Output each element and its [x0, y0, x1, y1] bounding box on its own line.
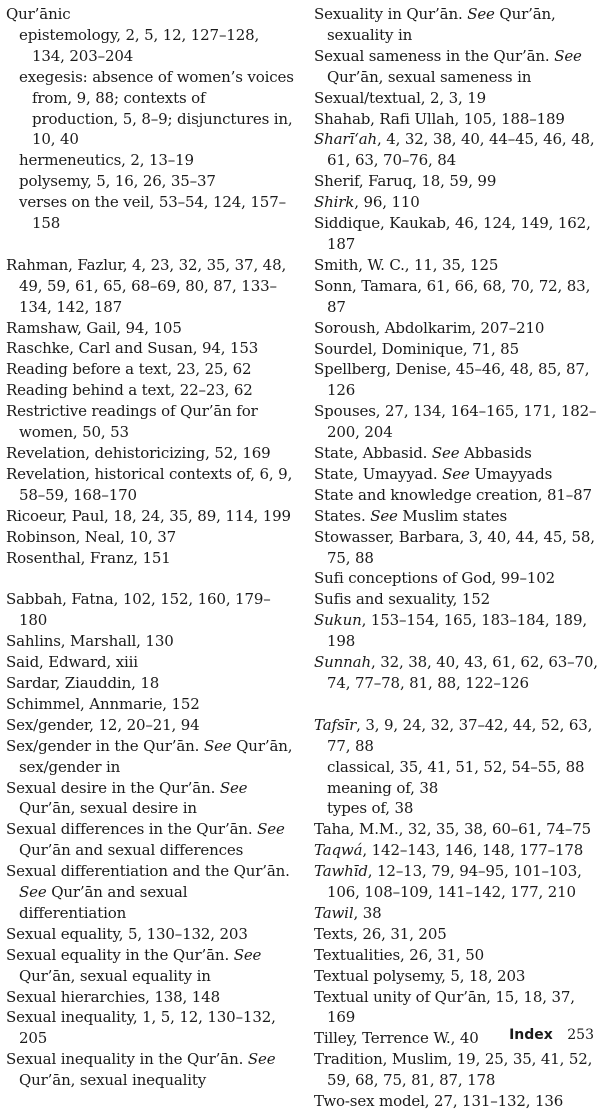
entry-text: Spouses, 27, 134, 164–165, 171, 182–200, 204: [314, 402, 597, 442]
index-entry: [6, 318, 296, 339]
index-entry: [314, 4, 598, 46]
index-entry: [6, 548, 296, 569]
entry-text: Rosenthal, Franz, 151: [6, 548, 171, 567]
entry-text: Said, Edward, xiii: [6, 653, 138, 672]
entry-text: Sexual differences in the Qur’ān.: [6, 820, 253, 839]
index-entry: [6, 1007, 296, 1049]
see-reference-target: Qur’ān, sexual sameness in: [327, 67, 532, 86]
index-entry: [314, 255, 598, 276]
entry-term: Tawil: [314, 903, 354, 922]
entry-text: Sexual desire in the Qur’ān.: [6, 778, 216, 797]
see-reference-target: Qur’ān, sexuality in: [327, 5, 556, 44]
index-subentry: [314, 778, 598, 799]
index-entry: [314, 443, 598, 464]
entry-text: Sufis and sexuality, 152: [314, 590, 491, 609]
entry-text: Stowasser, Barbara, 3, 40, 44, 45, 58, 75, 88: [314, 527, 595, 567]
index-entry: [314, 652, 598, 694]
index-entry: [314, 213, 598, 255]
page-number: 253: [567, 1027, 594, 1043]
section-gap: [314, 694, 598, 715]
entry-text: Revelation, dehistoricizing, 52, 169: [6, 444, 271, 463]
entry-text: Ramshaw, Gail, 94, 105: [6, 318, 182, 337]
see-reference-target: Qur’ān, sexual equality in: [19, 966, 211, 985]
entry-term: Sukun: [314, 611, 362, 630]
see-reference-label: See: [442, 464, 470, 483]
entry-text: Sahlins, Marshall, 130: [6, 632, 174, 651]
index-entry: [6, 924, 296, 945]
index-entry: [314, 339, 598, 360]
see-reference-target: Umayyads: [474, 464, 553, 483]
entry-term: Shirk: [314, 193, 355, 212]
entry-text: Ricoeur, Paul, 18, 24, 35, 89, 114, 199: [6, 506, 291, 525]
entry-text: Sex/gender, 12, 20–21, 94: [6, 715, 200, 734]
entry-text: Sherif, Faruq, 18, 59, 99: [314, 172, 497, 191]
index-entry: [6, 255, 296, 318]
index-heading: [6, 4, 296, 25]
section-gap: [6, 234, 296, 255]
entry-text: Schimmel, Annmarie, 152: [6, 694, 200, 713]
index-subentry: [314, 798, 598, 819]
index-entry: [314, 715, 598, 757]
entry-text: State, Umayyad.: [314, 464, 438, 483]
section-gap: [6, 568, 296, 589]
index-entry: [314, 171, 598, 192]
entry-text: , 38: [353, 903, 382, 922]
see-reference-label: See: [257, 820, 285, 839]
index-entry: [6, 1049, 296, 1091]
index-entry: [6, 736, 296, 778]
see-reference-target: Qur’ān and sexual differences: [19, 841, 244, 860]
index-entry: [314, 945, 598, 966]
index-entry: [314, 359, 598, 401]
entry-text: , 142–143, 146, 148, 177–178: [362, 841, 584, 860]
index-entry: [314, 966, 598, 987]
entry-text: Sexual equality, 5, 130–132, 203: [6, 924, 248, 943]
entry-text: , 96, 110: [354, 193, 420, 212]
entry-text: Sexual differentiation and the Qur’ān.: [6, 862, 290, 881]
index-entry: [314, 568, 598, 589]
see-reference-label: See: [554, 46, 582, 65]
see-reference-label: See: [431, 444, 460, 463]
index-entry: [314, 819, 598, 840]
entry-text: Sardar, Ziauddin, 18: [6, 673, 160, 692]
index-entry: [314, 840, 598, 861]
index-entry: [6, 338, 296, 359]
entry-text: Shahab, Rafi Ullah, 105, 188–189: [314, 109, 565, 128]
index-entry: [314, 46, 598, 88]
see-reference-target: Abbasids: [464, 444, 532, 463]
entry-text: Sex/gender in the Qur’ān.: [6, 736, 200, 755]
index-entry: [314, 485, 598, 506]
entry-term: Taqwá: [314, 841, 363, 860]
index-subentry: [6, 67, 296, 151]
index-entry: [314, 109, 598, 130]
entry-text: hermeneutics, 2, 13–19: [19, 151, 194, 170]
entry-text: classical, 35, 41, 51, 52, 54–55, 88: [327, 757, 585, 776]
entry-text: types of, 38: [327, 799, 414, 818]
index-subentry: [6, 25, 296, 67]
index-entry: [314, 903, 598, 924]
entry-text: Texts, 26, 31, 205: [314, 924, 447, 943]
index-entry: [314, 1049, 598, 1091]
index-entry: [6, 652, 296, 673]
entry-text: Sufi conceptions of God, 99–102: [314, 569, 556, 588]
entry-text: meaning of, 38: [327, 778, 439, 797]
see-reference-label: See: [247, 1050, 276, 1069]
entry-text: Smith, W. C., 11, 35, 125: [314, 255, 499, 274]
entry-text: Restrictive readings of Qur’ān for women, 50, 53: [6, 402, 258, 442]
entry-text: Robinson, Neal, 10, 37: [6, 527, 176, 546]
index-entry: [314, 318, 598, 339]
entry-text: Textualities, 26, 31, 50: [314, 945, 485, 964]
entry-text: Textual unity of Qur’ān, 15, 18, 37, 169: [314, 987, 575, 1027]
page-footer: [509, 1027, 594, 1043]
index-entry: [6, 715, 296, 736]
see-reference-target: Qur’ān, sex/gender in: [19, 736, 293, 776]
index-entry: [314, 987, 598, 1029]
index-entry: [6, 464, 296, 506]
index-entry: [6, 694, 296, 715]
entry-text: Sexual/textual, 2, 3, 19: [314, 88, 487, 107]
entry-text: , 3, 9, 24, 32, 37–42, 44, 52, 63, 77, 88: [327, 715, 593, 755]
index-entry: [314, 192, 598, 213]
index-entry: [6, 673, 296, 694]
index-entry: [6, 443, 296, 464]
see-reference-target: Qur’ān and sexual differentiation: [19, 883, 188, 922]
entry-text: Rahman, Fazlur, 4, 23, 32, 35, 37, 48, 49, 59, 61, 65, 68–69, 80, 87, 133–134, 142, 187: [6, 255, 287, 316]
index-entry: [6, 861, 296, 924]
entry-text: Qur’ānic: [6, 5, 71, 23]
entry-text: Reading before a text, 23, 25, 62: [6, 360, 252, 379]
index-entry: [6, 945, 296, 987]
entry-text: State, Abbasid.: [314, 444, 428, 463]
entry-text: exegesis: absence of women’s voices from, 9, 88; contexts of production, 5, 8–9; disjunctures in, 10, 40: [19, 67, 294, 149]
index-entry: [314, 861, 598, 903]
entry-text: , 153–154, 165, 183–184, 189, 198: [327, 611, 587, 651]
index-subentry: [6, 171, 296, 192]
index-entry: [314, 527, 598, 569]
index-entry: [314, 506, 598, 527]
see-reference-label: See: [370, 506, 398, 525]
index-entry: [314, 129, 598, 171]
entry-term: Tawhīd: [314, 862, 368, 881]
entry-text: Sexual sameness in the Qur’ān.: [314, 46, 550, 65]
index-entry: [6, 589, 296, 631]
index-subentry: [6, 150, 296, 171]
entry-text: Reading behind a text, 22–23, 62: [6, 381, 253, 400]
see-reference-label: See: [467, 5, 495, 23]
index-entry: [314, 464, 598, 485]
entry-text: , 4, 32, 38, 40, 44–45, 46, 48, 61, 63, 70–76, 84: [327, 130, 595, 170]
entry-text: Soroush, Abdolkarim, 207–210: [314, 318, 545, 337]
index-entry: [314, 589, 598, 610]
entry-text: , 12–13, 79, 94–95, 101–103, 106, 108–109, 141–142, 177, 210: [327, 862, 582, 902]
running-footer-label: Index: [509, 1027, 553, 1043]
see-reference-target: Qur’ān, sexual inequality: [19, 1071, 207, 1090]
index-entry: [6, 506, 296, 527]
entry-text: Sexual inequality, 1, 5, 12, 130–132, 205: [6, 1008, 276, 1048]
entry-text: Sexuality in Qur’ān.: [314, 5, 463, 23]
entry-term: Sunnah: [314, 653, 371, 672]
index-entry: [6, 778, 296, 820]
index-subentry: [6, 192, 296, 234]
entry-text: Sonn, Tamara, 61, 66, 68, 70, 72, 83, 87: [314, 276, 591, 316]
see-reference-label: See: [219, 778, 248, 797]
entry-text: verses on the veil, 53–54, 124, 157–158: [19, 193, 286, 233]
entry-text: States.: [314, 506, 366, 525]
see-reference-label: See: [203, 736, 232, 755]
index-column-left: [6, 4, 296, 1091]
entry-text: Two-sex model, 27, 131–132, 136: [314, 1092, 564, 1111]
see-reference-target: Muslim states: [402, 506, 508, 525]
entry-term: Tafsīr: [314, 715, 357, 734]
entry-text: polysemy, 5, 16, 26, 35–37: [19, 172, 216, 191]
entry-text: State and knowledge creation, 81–87: [314, 485, 592, 504]
index-column-right: [314, 4, 598, 1112]
index-entry: [314, 1091, 598, 1112]
index-entry: [6, 359, 296, 380]
index-entry: [314, 88, 598, 109]
entry-text: Sourdel, Dominique, 71, 85: [314, 339, 519, 358]
entry-text: Sexual equality in the Qur’ān.: [6, 945, 230, 964]
entry-text: Sabbah, Fatna, 102, 152, 160, 179–180: [6, 590, 271, 630]
index-entry: [314, 924, 598, 945]
entry-term: Sharī‘ah: [314, 130, 378, 149]
index-entry: [6, 819, 296, 861]
see-reference-target: Qur’ān, sexual desire in: [19, 799, 197, 818]
entry-text: epistemology, 2, 5, 12, 127–128, 134, 203–204: [19, 25, 260, 65]
index-entry: [6, 987, 296, 1008]
index-entry: [314, 401, 598, 443]
index-entry: [314, 276, 598, 318]
see-reference-label: See: [233, 945, 262, 964]
index-entry: [6, 380, 296, 401]
index-entry: [314, 610, 598, 652]
entry-text: Tilley, Terrence W., 40: [314, 1029, 479, 1048]
entry-text: Raschke, Carl and Susan, 94, 153: [6, 339, 259, 358]
entry-text: Sexual hierarchies, 138, 148: [6, 987, 220, 1006]
see-reference-label: See: [19, 883, 47, 902]
entry-text: Revelation, historical contexts of, 6, 9, 58–59, 168–170: [6, 464, 293, 504]
entry-text: Siddique, Kaukab, 46, 124, 149, 162, 187: [314, 214, 591, 253]
index-entry: [6, 401, 296, 443]
entry-text: Sexual inequality in the Qur’ān.: [6, 1050, 244, 1069]
index-entry: [6, 631, 296, 652]
index-subentry: [314, 757, 598, 778]
entry-text: , 32, 38, 40, 43, 61, 62, 63–70, 74, 77–78, 81, 88, 122–126: [327, 653, 598, 692]
entry-text: Taha, M.M., 32, 35, 38, 60–61, 74–75: [314, 820, 592, 839]
entry-text: Tradition, Muslim, 19, 25, 35, 41, 52, 59, 68, 75, 81, 87, 178: [314, 1050, 593, 1090]
index-entry: [6, 527, 296, 548]
entry-text: Spellberg, Denise, 45–46, 48, 85, 87, 126: [314, 360, 590, 400]
entry-text: Textual polysemy, 5, 18, 203: [314, 966, 526, 985]
